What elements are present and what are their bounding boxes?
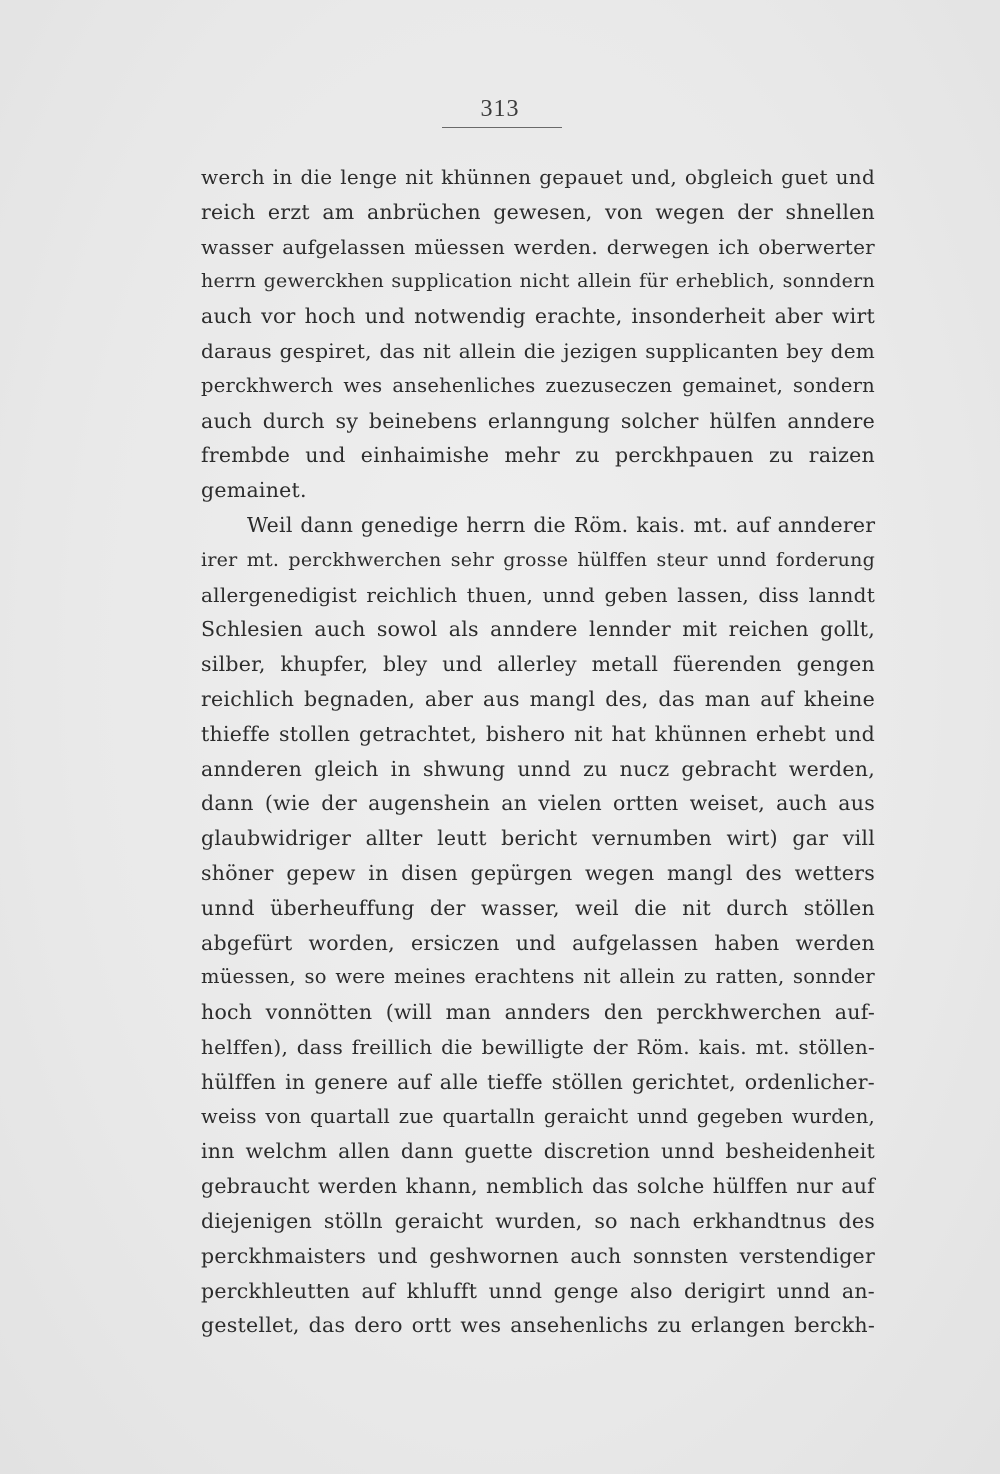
text-line: daraus gespiret, das nit allein die jezigen supplicanten bey dem bbox=[201, 338, 875, 363]
text-line: allergenedigist reichlich thuen, unnd geben lassen, diss lanndt bbox=[201, 582, 875, 607]
text-line: diejenigen stölln geraicht wurden, so nach erkhandtnus des bbox=[201, 1208, 875, 1233]
text-line: reichlich begnaden, aber aus mangl des, das man auf kheine bbox=[201, 686, 875, 711]
paragraph-1 bbox=[201, 160, 875, 508]
text-line: irer mt. perckhwerchen sehr grosse hülffen steur unnd forderung bbox=[201, 548, 875, 571]
text-line: thieffe stollen getrachtet, bishero nit hat khünnen erhebt und bbox=[201, 721, 875, 746]
text-line: glaubwidriger allter leutt bericht vernumben wirt) gar vill bbox=[201, 826, 875, 851]
text-line: perckhleutten auf khlufft unnd genge also derigirt unnd an- bbox=[201, 1278, 875, 1303]
text-line: reich erzt am anbrüchen gewesen, von wegen der shnellen bbox=[201, 199, 875, 224]
text-line: gemainet. bbox=[201, 478, 307, 503]
text-line: helffen), dass freillich die bewilligte der Röm. kais. mt. stöllen- bbox=[201, 1034, 875, 1059]
text-line: inn welchm allen dann guette discretion unnd besheidenheit bbox=[201, 1139, 875, 1164]
text-line: gestellet, das dero ortt wes ansehenlichs zu erlangen berckh- bbox=[201, 1313, 875, 1338]
text-line: müessen, so were meines erachtens nit allein zu ratten, sonnder bbox=[201, 965, 875, 989]
header-rule bbox=[442, 127, 562, 128]
text-line: wasser aufgelassen müessen werden. derwegen ich oberwerter bbox=[201, 234, 875, 259]
text-line: werch in die lenge nit khünnen gepauet und, obgleich guet und bbox=[201, 165, 875, 189]
text-line: hülffen in genere auf alle tieffe stöllen gerichtet, ordenlicher- bbox=[201, 1069, 875, 1094]
text-line: weiss von quartall zue quartalln geraicht unnd gegeben wurden, bbox=[201, 1104, 875, 1128]
text-line: unnd überheuffung der wasser, weil die nit durch stöllen bbox=[201, 895, 875, 920]
text-line: herrn gewerckhen supplication nicht allein für erheblich, sonndern bbox=[201, 270, 875, 293]
text-line: hoch vonnötten (will man annders den perckhwerchen auf- bbox=[201, 1000, 875, 1025]
text-line: gebraucht werden khann, nemblich das solche hülffen nur auf bbox=[201, 1174, 875, 1199]
text-line: auch vor hoch und notwendig erachte, insonderheit aber wirt bbox=[201, 304, 875, 329]
text-line: frembde und einhaimishe mehr zu perckhpauen zu raizen bbox=[201, 443, 875, 468]
paragraph-2 bbox=[201, 508, 875, 1343]
text-line: shöner gepew in disen gepürgen wegen mangl des wetters bbox=[201, 860, 875, 885]
page-number: 313 bbox=[480, 96, 520, 122]
text-line: annderen gleich in shwung unnd zu nucz gebracht werden, bbox=[201, 756, 875, 781]
text-line: Weil dann genedige herrn die Röm. kais. mt. auf annderer bbox=[247, 513, 876, 537]
text-line: perckhwerch wes ansehenliches zuezuseczen gemainet, sondern bbox=[201, 373, 875, 397]
text-line: Schlesien auch sowol als anndere lennder mit reichen gollt, bbox=[201, 617, 875, 642]
text-line: perckhmaisters und geshwornen auch sonnsten verstendiger bbox=[201, 1243, 875, 1268]
text-line: dann (wie der augenshein an vielen ortten weiset, auch aus bbox=[201, 791, 875, 816]
text-line: abgefürt worden, ersiczen und aufgelassen haben werden bbox=[201, 930, 875, 955]
text-line: silber, khupfer, bley und allerley metall füerenden gengen bbox=[201, 652, 875, 677]
text-line: auch durch sy beinebens erlanngung solcher hülfen anndere bbox=[201, 408, 875, 433]
